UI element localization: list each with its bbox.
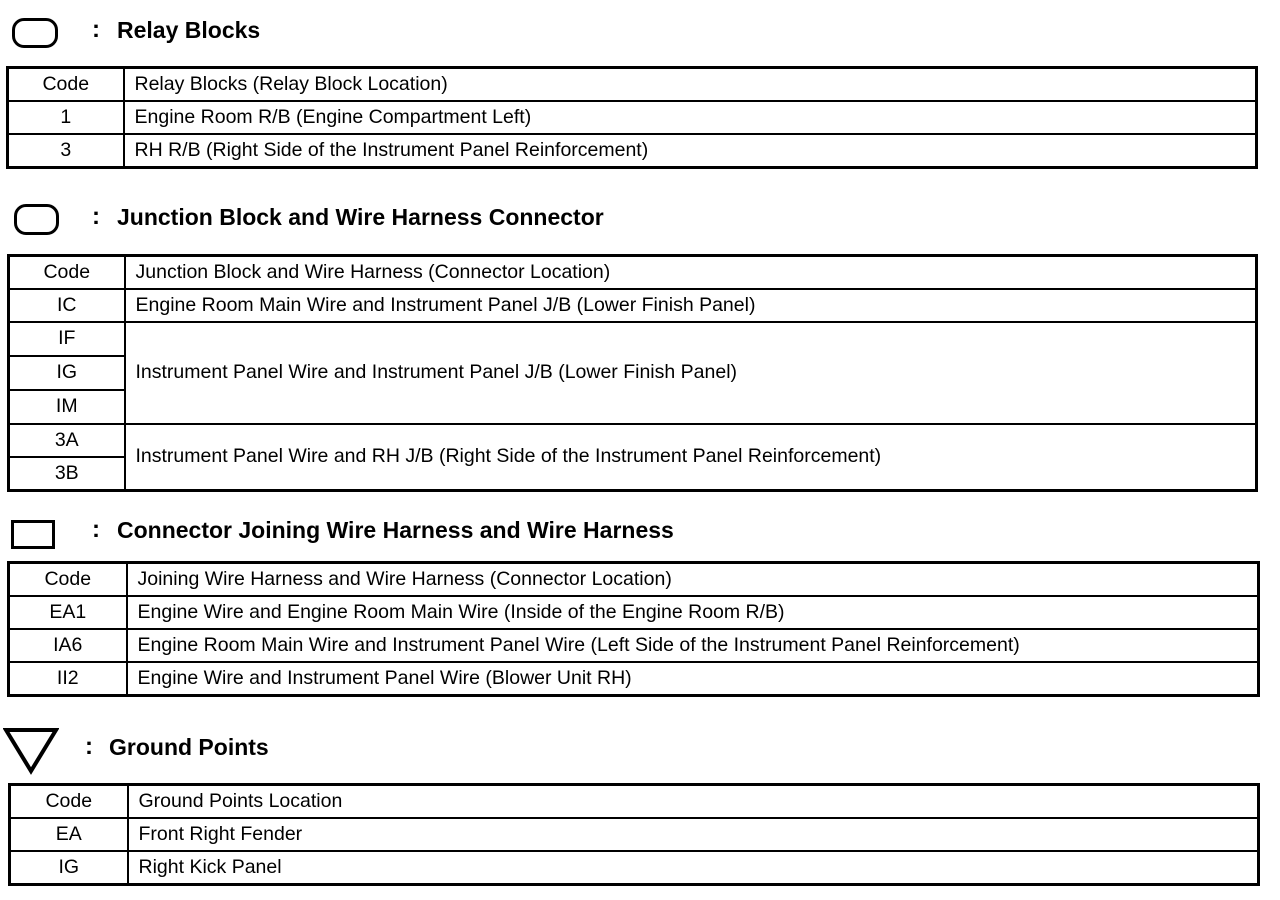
table-header-row	[9, 563, 1259, 597]
relay-block-symbol-icon	[12, 18, 58, 48]
table-row	[9, 322, 1257, 356]
code-cell: EA	[10, 818, 128, 851]
column-header-code: Code	[8, 68, 124, 102]
code-cell: 3	[8, 134, 124, 168]
code-cell: IF	[9, 322, 125, 356]
ground-point-triangle-icon	[3, 727, 59, 775]
description-cell: Engine Wire and Engine Room Main Wire (Inside of the Engine Room R/B)	[127, 596, 1259, 629]
code-cell: IA6	[9, 629, 127, 662]
section-title-relay-blocks: Relay Blocks	[117, 17, 261, 43]
table-row	[8, 101, 1257, 134]
colon: :	[92, 16, 100, 43]
description-cell: RH R/B (Right Side of the Instrument Panel Reinforcement)	[124, 134, 1257, 168]
ground-points-table	[8, 783, 1260, 886]
table-row	[9, 289, 1257, 322]
section-title-junction-block: Junction Block and Wire Harness Connector	[117, 204, 604, 230]
description-cell: Engine Room Main Wire and Instrument Panel Wire (Left Side of the Instrument Panel Reinforcement)	[127, 629, 1259, 662]
description-cell: Engine Room Main Wire and Instrument Panel J/B (Lower Finish Panel)	[125, 289, 1257, 322]
code-cell: IG	[9, 356, 125, 390]
code-cell: IC	[9, 289, 125, 322]
table-row	[9, 629, 1259, 662]
column-header-description: Junction Block and Wire Harness (Connector Location)	[125, 256, 1257, 290]
column-header-code: Code	[9, 256, 125, 290]
colon: :	[92, 516, 100, 543]
code-cell: IM	[9, 390, 125, 424]
table-row	[9, 662, 1259, 696]
relay-blocks-table	[6, 66, 1258, 169]
table-row	[9, 424, 1257, 457]
code-cell: 3A	[9, 424, 125, 457]
connector-symbol-icon	[11, 520, 55, 549]
column-header-code: Code	[9, 563, 127, 597]
description-cell: Engine Room R/B (Engine Compartment Left)	[124, 101, 1257, 134]
code-cell: 3B	[9, 457, 125, 491]
table-row	[10, 818, 1259, 851]
code-cell: 1	[8, 101, 124, 134]
junction-block-table	[7, 254, 1258, 492]
column-header-code: Code	[10, 785, 128, 819]
code-cell: II2	[9, 662, 127, 696]
colon: :	[85, 733, 93, 760]
table-row	[9, 596, 1259, 629]
code-cell: EA1	[9, 596, 127, 629]
section-title-connector-joining: Connector Joining Wire Harness and Wire Harness	[117, 517, 674, 543]
column-header-description: Ground Points Location	[128, 785, 1259, 819]
description-cell: Engine Wire and Instrument Panel Wire (Blower Unit RH)	[127, 662, 1259, 696]
section-title-ground-points: Ground Points	[109, 734, 269, 760]
connector-joining-table	[7, 561, 1260, 697]
table-header-row	[10, 785, 1259, 819]
description-cell: Front Right Fender	[128, 818, 1259, 851]
column-header-description: Joining Wire Harness and Wire Harness (Connector Location)	[127, 563, 1259, 597]
colon: :	[92, 203, 100, 230]
table-row	[8, 134, 1257, 168]
description-cell: Right Kick Panel	[128, 851, 1259, 885]
description-cell: Instrument Panel Wire and Instrument Panel J/B (Lower Finish Panel)	[125, 322, 1257, 424]
code-cell: IG	[10, 851, 128, 885]
junction-block-symbol-icon	[14, 204, 59, 235]
table-header-row	[8, 68, 1257, 102]
description-cell: Instrument Panel Wire and RH J/B (Right Side of the Instrument Panel Reinforcement)	[125, 424, 1257, 491]
table-header-row	[9, 256, 1257, 290]
table-row	[10, 851, 1259, 885]
column-header-description: Relay Blocks (Relay Block Location)	[124, 68, 1257, 102]
